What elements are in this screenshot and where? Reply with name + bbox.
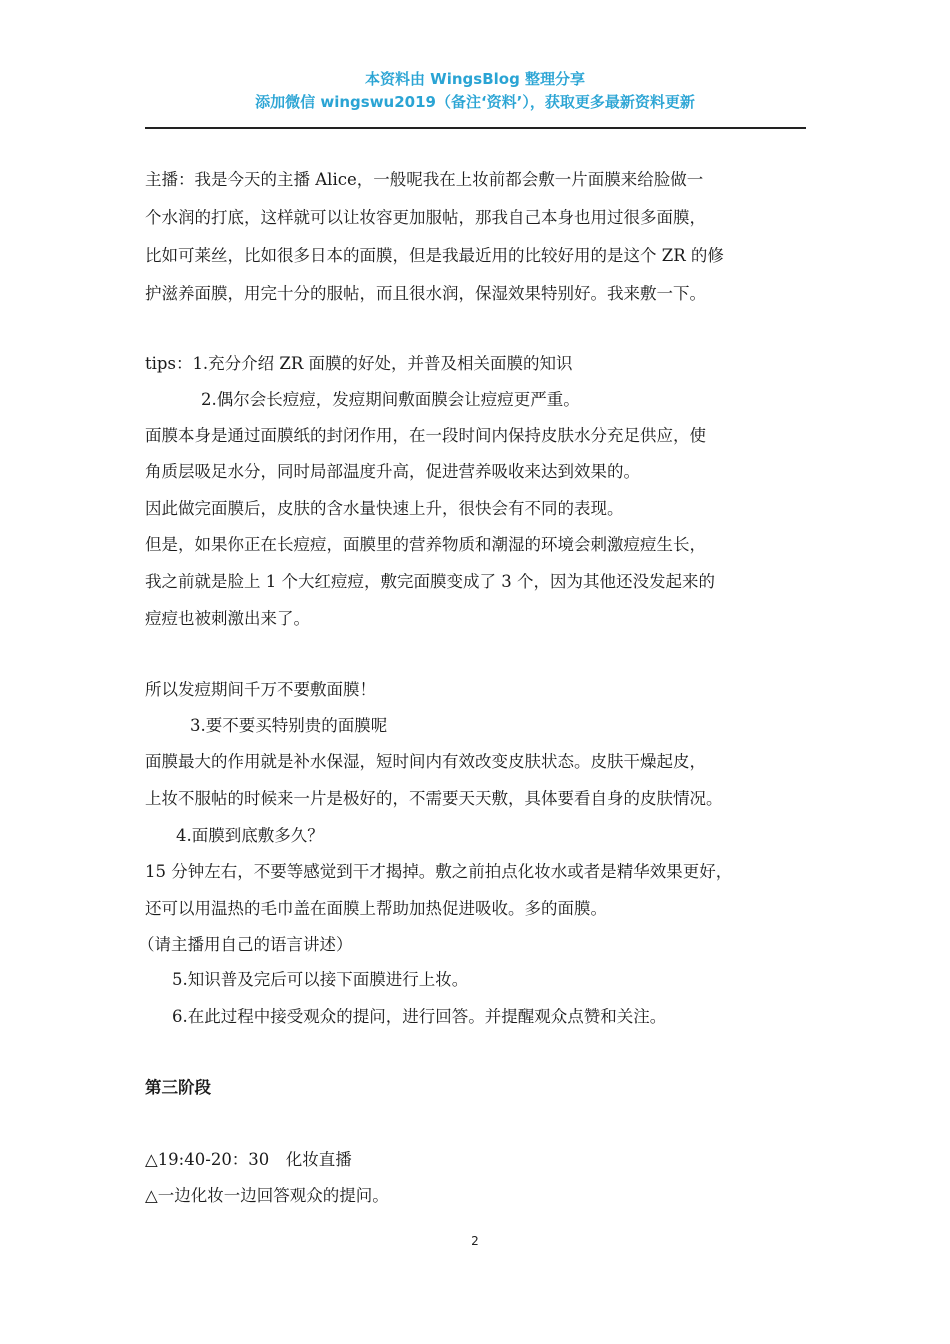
paragraph-line: 但是，如果你正在长痘痘，面膜里的营养物质和潮湿的环境会刺激痘痘生长， (145, 535, 706, 554)
tip-item-3: 3.要不要买特别贵的面膜呢 (190, 716, 388, 735)
schedule-line: △一边化妆一边回答观众的提问。 (145, 1186, 389, 1205)
tip-item-4: 4.面膜到底敷多久？ (176, 826, 324, 845)
paragraph-line: 因此做完面膜后，皮肤的含水量快速上升，很快会有不同的表现。 (145, 499, 624, 518)
paragraph-line: 个水润的打底，这样就可以让妆容更加服帖，那我自己本身也用过很多面膜， (145, 208, 706, 227)
paragraph-line: 护滋养面膜，用完十分的服帖，而且很水润，保湿效果特别好。我来敷一下。 (145, 284, 706, 303)
paragraph-line: 面膜最大的作用就是补水保湿，短时间内有效改变皮肤状态。皮肤干燥起皮， (145, 752, 706, 771)
header-wechat-line: 添加微信 wingswu2019（备注‘资料’），获取更多最新资料更新 (255, 93, 695, 111)
paragraph-line: 主播：我是今天的主播 Alice，一般呢我在上妆前都会敷一片面膜来给脸做一 (145, 170, 704, 189)
tips-line: tips：1.充分介绍 ZR 面膜的好处，并普及相关面膜的知识 (145, 354, 573, 373)
paragraph-line: 还可以用温热的毛巾盖在面膜上帮助加热促进吸收。多的面膜。 (145, 899, 607, 918)
schedule-line: △19:40-20：30 化妆直播 (145, 1150, 352, 1169)
paragraph-line: 我之前就是脸上 1 个大红痘痘，敷完面膜变成了 3 个，因为其他还没发起来的 (145, 572, 715, 591)
tip-item-5: 5.知识普及完后可以接下面膜进行上妆。 (172, 970, 469, 989)
header-source-line: 本资料由 WingsBlog 整理分享 (364, 70, 586, 88)
paragraph-line: 面膜本身是通过面膜纸的封闭作用，在一段时间内保持皮肤水分充足供应，使 (145, 426, 706, 445)
paragraph-line: 比如可莱丝，比如很多日本的面膜，但是我最近用的比较好用的是这个 ZR 的修 (145, 246, 724, 265)
tip-item-2: 2.偶尔会长痘痘，发痘期间敷面膜会让痘痘更严重。 (201, 390, 580, 409)
section-heading: 第三阶段 (145, 1078, 211, 1097)
page-number: 2 (471, 1234, 479, 1248)
paragraph-line: 所以发痘期间千万不要敷面膜！ (145, 680, 376, 699)
paragraph-line: 15 分钟左右，不要等感觉到干才揭掉。敷之前拍点化妆水或者是精华效果更好， (145, 862, 733, 881)
paragraph-line: 上妆不服帖的时候来一片是极好的，不需要天天敷，具体要看自身的皮肤情况。 (145, 789, 723, 808)
paragraph-line: 痘痘也被刺激出来了。 (145, 609, 310, 628)
header-divider (145, 127, 806, 129)
paragraph-note: （请主播用自己的语言讲述） (138, 935, 353, 954)
tip-item-6: 6.在此过程中接受观众的提问，进行回答。并提醒观众点赞和关注。 (172, 1007, 667, 1026)
paragraph-line: 角质层吸足水分，同时局部温度升高，促进营养吸收来达到效果的。 (145, 462, 640, 481)
